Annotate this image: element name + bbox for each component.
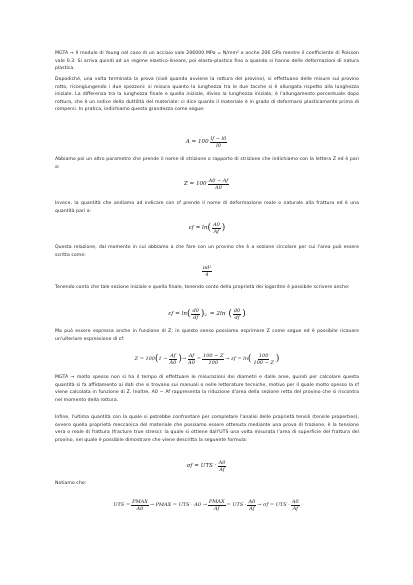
eq5-close-paren-2: ) <box>242 309 246 319</box>
eq6-fraction-4 <box>252 353 274 366</box>
eq2-numerator: A0 − Af <box>208 177 229 184</box>
eq5-open-paren-2: ( <box>228 309 232 319</box>
eq8-denominator-3: Af <box>249 505 255 512</box>
equation-z-derivation <box>55 350 359 368</box>
eq6-part3: = <box>196 356 202 362</box>
equation-area <box>55 263 359 279</box>
eq5-numerator-2: d0 <box>233 307 241 314</box>
eq7-numerator: A0 <box>218 459 226 466</box>
eq8-fraction-1 <box>131 499 149 512</box>
eq4-fraction <box>202 265 213 278</box>
eq8-part4: → σf = UTS · <box>257 502 290 508</box>
eq7-lhs: σf = UTS · <box>186 463 217 469</box>
equation-uts-derivation <box>55 496 359 514</box>
eq5-denominator-1: df <box>193 314 199 321</box>
equation-diameter-strain <box>55 305 359 323</box>
eq3-open-paren: ( <box>207 223 211 233</box>
equation-fracture-stress <box>55 458 359 474</box>
eq5-open-paren: ( <box>186 309 191 319</box>
eq8-fraction-3 <box>247 499 256 512</box>
eq6-numerator-2: Af <box>188 352 195 359</box>
paragraph-circular-section: Questa relazione, dal momento in cui abbiamo a che fare con un provino che è a sezione circolare per cui l'area può essere scritta come: <box>55 245 359 258</box>
eq3-fraction <box>212 222 221 235</box>
eq8-fraction-4 <box>291 499 300 512</box>
eq8-numerator-1: PMAX <box>132 498 148 505</box>
eq8-fraction-2 <box>208 499 226 512</box>
paragraph-elongation: Dopodiché, una volta terminata la prova (cioè quando avviene la rottura del provino), si effettuano delle misure sul provino rotto, ricongiungendo i due spezzoni: si misura quanto la lunghezza tra le due tacche si è allungata rispetto alla lunghezza iniziale. La differenza tra la lunghezza finale e quella iniziale, diviso la lunghezza iniziale, è l'allungamento percentuale dopo rottura, che è un indice della duttilità del materiale: ci dice quanto il materiale è in grado di deformarsi plasticamente prima di rompersi. In pratica, indichiamo questa grandezza come segue: <box>55 77 359 113</box>
eq6-fraction-2 <box>187 353 196 366</box>
eq5-numerator-1: d0 <box>192 307 199 314</box>
paragraph-note: MGTA → molto spesso non si ha il tempo di effettuare le misurazioni dei diametri e dalle aree, quindi per calcolare questa quantità si fa affidamento ai dati che si trovano sui manuali o nelle letterature tecniche, motivo per il quale molto spesso la εf viene calcolata in funzione di Z. Inoltre, A0 − Af rappresenta la riduzione d'area della sezione retta del provino che si riscontra nel momento della rottura. <box>55 375 359 403</box>
eq2-denominator: A0 <box>215 184 222 191</box>
eq8-part2: → PMAX = UTS · A0 → <box>149 502 207 508</box>
paragraph-logarithm: Tenendo conto che tale sezione iniziale e quella finale, tenendo conto della proprietà dei logaritmi è possibile scrivere anche: <box>55 285 350 290</box>
eq5-close-paren: ) <box>200 309 205 319</box>
eq1-lhs: A = 100 <box>185 139 209 145</box>
eq6-part1: Z = 100 <box>134 356 156 362</box>
eq5-middle: = 2ln <box>209 311 226 317</box>
eq6-close-paren: ) <box>178 354 182 364</box>
eq1-numerator: lf − l0 <box>210 135 227 142</box>
eq6-arrow-2: → εf = ln <box>225 356 248 362</box>
eq1-fraction <box>210 136 228 149</box>
eq8-numerator-3: A0 <box>248 498 256 505</box>
eq3-numerator: A0 <box>212 221 220 228</box>
eq7-fraction <box>218 460 227 473</box>
eq4-numerator: πd² <box>202 264 212 271</box>
eq8-part3: = UTS · <box>226 502 247 508</box>
paragraph-fracture-stress: Infine, l'ultima quantità con la quale si potrebbe confrontare per completare l'analisi delle proprietà tensili (tensile properties), ovvero quella proprietà meccanica del materiale che possiamo essere ottenuta mediante una prova di trazione, è la tensione vera o reale di frattura (fracture true stress): la quale si ottiene dall'UTS una volta misurata l'area di superficie del frattura del provino, nel quale è possibile dimostrare che viene descritta la seguente formula: <box>55 415 359 443</box>
eq3-lhs: εf = ln <box>188 225 208 231</box>
equation-elongation <box>55 134 359 150</box>
eq6-fraction-1 <box>169 353 178 366</box>
eq8-denominator-1: A0 <box>136 505 144 512</box>
eq6-numerator-3: 100 − Z <box>203 352 224 359</box>
eq6-close-paren-2: ) <box>275 354 280 364</box>
eq6-numerator-4: 100 <box>258 352 269 359</box>
eq8-part1: UTS = <box>113 502 131 508</box>
paragraph-intro: MGTA → Il modulo di Young nel caso di un acciaio vale 206000 MPa = N/mm² e anche 206 GPa mentre il coefficiente di Poisson vale 0.3. Si arriva quindi ad un regime elastico-lineare, poi elasto-plastico fino a quando si hanno delle deformazioni di natura plastica. <box>55 51 359 72</box>
eq6-numerator-1: Af <box>170 352 176 359</box>
eq3-close-paren: ) <box>221 223 226 233</box>
paragraph-true-strain: Invece, la quantità che andiamo ad indicare con εf prende il nome di deformazione reale o naturale alla frattura ed è una quantità pari a: <box>55 201 359 214</box>
eq6-fraction-3 <box>202 353 224 366</box>
eq5-denominator-2: df <box>234 314 240 321</box>
eq6-denominator-4: 100 − Z <box>253 359 274 366</box>
eq2-fraction <box>208 178 230 191</box>
paragraph-strizione: Abbiamo poi un altro parametro che prende il nome di strizione o rapporto di strizione che indichiamo con la lettera Z ed è pari a: <box>55 157 359 170</box>
eq7-denominator: Af <box>219 466 225 473</box>
eq6-denominator-1: A0 <box>169 359 177 366</box>
eq4-denominator: 4 <box>205 271 209 278</box>
eq6-open-paren: ( <box>155 354 159 364</box>
eq6-denominator-3: 100 <box>208 359 218 366</box>
eq8-numerator-2: PMAX <box>208 498 225 505</box>
eq2-lhs: Z = 100 <box>183 181 207 187</box>
eq5-exponent: 2 <box>204 311 207 317</box>
eq8-numerator-4: A0 <box>291 498 299 505</box>
eq8-denominator-2: Af <box>214 505 220 512</box>
paragraph-z-function: Ma può essere espressa anche in funzione di Z; in questo senso possiamo esprimere Z come segue ed è possibile ricavare un'ulteriore espressione di εf: <box>55 329 359 342</box>
eq5-lhs: εf = ln <box>168 311 187 317</box>
eq5-fraction-1 <box>191 308 199 321</box>
eq3-denominator: Af <box>213 228 220 235</box>
eq5-fraction-2 <box>233 308 241 321</box>
eq6-denominator-2: A0 <box>188 359 195 366</box>
eq6-part2: 1 − <box>158 356 168 362</box>
paragraph-notiamo: Notiamo che: <box>55 481 87 486</box>
equation-strizione <box>55 176 359 192</box>
equation-true-strain <box>55 220 359 236</box>
eq1-denominator: l0 <box>216 142 221 149</box>
eq8-denominator-4: Af <box>292 505 298 512</box>
eq6-open-paren-2: ( <box>247 354 252 364</box>
eq6-arrow-1: → <box>181 356 187 362</box>
